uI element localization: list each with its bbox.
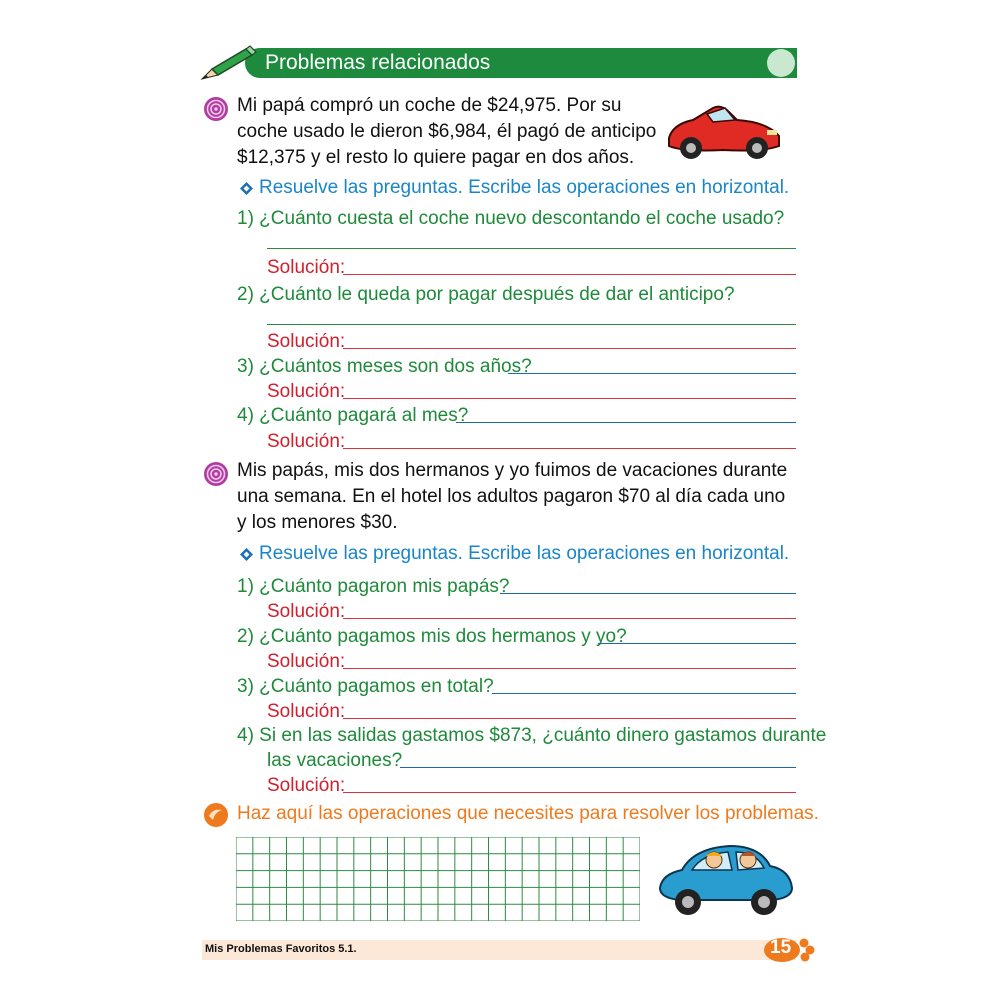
problem2-text-line-2: una semana. En el hotel los adultos pagaron $70 al día cada uno <box>237 486 786 507</box>
problem1-question-2: 2) ¿Cuánto le queda por pagar después de dar el anticipo? <box>237 284 735 305</box>
solution-line[interactable] <box>343 668 796 669</box>
solution-line[interactable] <box>343 348 796 349</box>
solution-label: Solución: <box>267 257 346 278</box>
solution-label: Solución: <box>267 701 346 722</box>
answer-line[interactable] <box>456 422 796 423</box>
solution-line[interactable] <box>343 718 796 719</box>
solution-label: Solución: <box>267 381 346 402</box>
header-dot-decoration <box>767 49 795 77</box>
answer-line[interactable] <box>267 248 796 249</box>
red-car-illustration <box>663 98 785 166</box>
problem2-question-1: 1) ¿Cuánto pagaron mis papás? <box>237 576 510 597</box>
operations-prompt: Haz aquí las operaciones que necesites para resolver los problemas. <box>237 803 819 824</box>
problem2-question-3: 3) ¿Cuánto pagamos en total? <box>237 676 494 697</box>
solution-label: Solución: <box>267 431 346 452</box>
solution-label: Solución: <box>267 331 346 352</box>
solution-line[interactable] <box>343 274 796 275</box>
problem2-question-4: 4) Si en las salidas gastamos $873, ¿cuánto dinero gastamos durante <box>237 725 827 746</box>
section-title: Problemas relacionados <box>265 51 491 74</box>
page-number: 15 <box>770 937 792 958</box>
problem1-question-3: 3) ¿Cuántos meses son dos años? <box>237 356 532 377</box>
diamond-bullet-icon <box>240 182 253 195</box>
solution-label: Solución: <box>267 651 346 672</box>
solution-line[interactable] <box>343 398 796 399</box>
answer-line[interactable] <box>400 767 796 768</box>
problem2-question-4-continued: las vacaciones? <box>267 750 403 771</box>
blue-car-family-illustration <box>652 836 800 920</box>
solution-label: Solución: <box>267 775 346 796</box>
answer-line[interactable] <box>598 643 796 644</box>
footer-book-title: Mis Problemas Favoritos 5.1. <box>205 943 357 955</box>
problem2-text-line-1: Mis papás, mis dos hermanos y yo fuimos de vacaciones durante <box>237 460 788 481</box>
problem2-text-line-3: y los menores $30. <box>237 512 398 533</box>
orange-bullet-icon <box>203 802 229 828</box>
problem1-text-line-3: $12,375 y el resto lo quiere pagar en dos años. <box>237 147 635 168</box>
solution-label: Solución: <box>267 601 346 622</box>
diamond-bullet-icon <box>240 548 253 561</box>
operations-grid[interactable] <box>236 837 640 921</box>
spiral-bullet-icon <box>203 96 229 122</box>
problem1-instruction: Resuelve las preguntas. Escribe las operaciones en horizontal. <box>259 177 790 198</box>
solution-line[interactable] <box>343 792 796 793</box>
problem1-question-1: 1) ¿Cuánto cuesta el coche nuevo descontando el coche usado? <box>237 208 785 229</box>
solution-line[interactable] <box>343 618 796 619</box>
pencil-icon <box>200 45 260 85</box>
problem2-question-2: 2) ¿Cuánto pagamos mis dos hermanos y yo? <box>237 626 627 647</box>
answer-line[interactable] <box>492 693 796 694</box>
spiral-bullet-icon <box>203 461 229 487</box>
answer-line[interactable] <box>500 593 796 594</box>
answer-line[interactable] <box>508 373 796 374</box>
problem1-text-line-2: coche usado le dieron $6,984, él pagó de anticipo <box>237 121 657 142</box>
problem1-question-4: 4) ¿Cuánto pagará al mes? <box>237 405 469 426</box>
problem2-instruction: Resuelve las preguntas. Escribe las operaciones en horizontal. <box>259 543 790 564</box>
answer-line[interactable] <box>267 324 796 325</box>
problem1-text-line-1: Mi papá compró un coche de $24,975. Por su <box>237 95 622 116</box>
solution-line[interactable] <box>343 448 796 449</box>
